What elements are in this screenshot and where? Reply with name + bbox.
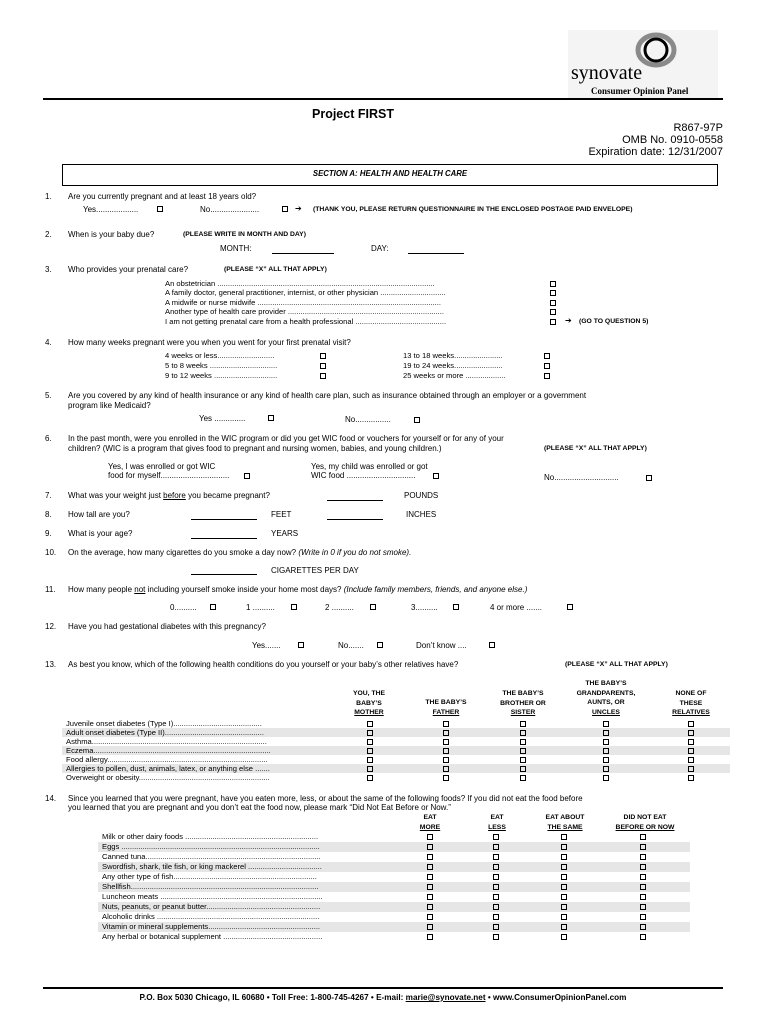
- q5-yes-label: Yes ..............: [199, 414, 246, 423]
- q14-row-label: Milk or other dairy foods ...............................................................: [102, 832, 319, 841]
- page-title: Project FIRST: [312, 107, 394, 121]
- bullet: •: [266, 993, 270, 1002]
- q14-checkbox[interactable]: [493, 874, 499, 880]
- q5-number: 5.: [45, 391, 52, 400]
- q12-checkbox[interactable]: [489, 642, 495, 648]
- q14-checkbox[interactable]: [493, 904, 499, 910]
- q13-col-header: YOU, THE BABY’S MOTHER: [352, 690, 386, 716]
- q10-number: 10.: [45, 548, 57, 557]
- q14-col-header: DID NOT EAT BEFORE OR NOW: [615, 814, 675, 831]
- q11-text: How many people not including yourself smoke inside your home most days? (Include family members, friends, and anyone else.): [68, 585, 528, 594]
- q14-checkbox[interactable]: [427, 924, 433, 930]
- q11-option: 4 or more .......: [490, 603, 543, 612]
- q1-no-label: No......................: [200, 205, 260, 214]
- q14-checkbox[interactable]: [640, 884, 646, 890]
- q2-day-label: DAY:: [371, 244, 389, 253]
- q14-row-label: Alcoholic drinks .............................................................................: [102, 912, 320, 921]
- q6-option1-line1: Yes, I was enrolled or got WIC: [108, 462, 216, 471]
- q3-goto: (GO TO QUESTION 5): [579, 318, 649, 325]
- q13-checkbox[interactable]: [367, 775, 373, 781]
- q14-checkbox[interactable]: [493, 914, 499, 920]
- q14-checkbox[interactable]: [493, 884, 499, 890]
- q13-checkbox[interactable]: [520, 739, 526, 745]
- q6-text-line2: children? (WIC is a program that gives food to pregnant and nursing women, babies, and young children.): [68, 444, 442, 453]
- q14-checkbox[interactable]: [561, 834, 567, 840]
- q13-checkbox[interactable]: [688, 766, 694, 772]
- q14-checkbox[interactable]: [640, 914, 646, 920]
- q9-text: What is your age?: [68, 529, 133, 538]
- q13-col-header: THE BABY’S BROTHER OR SISTER: [500, 690, 546, 716]
- q4-checkbox[interactable]: [544, 373, 550, 379]
- q13-checkbox[interactable]: [688, 748, 694, 754]
- q13-checkbox[interactable]: [443, 730, 449, 736]
- q11-option: 1 ..........: [246, 603, 275, 612]
- q14-checkbox[interactable]: [640, 934, 646, 940]
- q12-option: No.......: [338, 641, 364, 650]
- q13-checkbox[interactable]: [520, 757, 526, 763]
- q8-feet-field[interactable]: [191, 511, 257, 520]
- q6-checkbox[interactable]: [646, 475, 652, 481]
- q13-row-label: Asthma...................................................................................: [66, 737, 267, 746]
- q14-checkbox[interactable]: [561, 874, 567, 880]
- q14-checkbox[interactable]: [640, 864, 646, 870]
- arrow-right-icon: ➔: [565, 316, 572, 325]
- q11-option: 2 ..........: [325, 603, 354, 612]
- q14-checkbox[interactable]: [640, 924, 646, 930]
- q14-checkbox[interactable]: [427, 874, 433, 880]
- q13-checkbox[interactable]: [367, 766, 373, 772]
- q14-checkbox[interactable]: [640, 834, 646, 840]
- q14-row-label: Nuts, peanuts, or peanut butter......................................................: [102, 902, 321, 911]
- q13-checkbox[interactable]: [443, 721, 449, 727]
- q8-unit-inches: INCHES: [406, 510, 437, 519]
- q14-checkbox[interactable]: [493, 834, 499, 840]
- q14-row-label: Swordfish, shark, tile fish, or king mackerel ...................................: [102, 862, 322, 871]
- q14-checkbox[interactable]: [561, 924, 567, 930]
- q14-checkbox[interactable]: [493, 924, 499, 930]
- q14-checkbox[interactable]: [640, 894, 646, 900]
- q14-checkbox[interactable]: [640, 854, 646, 860]
- q14-checkbox[interactable]: [427, 884, 433, 890]
- footer-toll-free: Toll Free: 1-800-745-4267: [271, 993, 369, 1002]
- q3-option: An obstetrician .......................................................................................................: [165, 279, 435, 288]
- q7-text: What was your weight just before you became pregnant?: [68, 491, 270, 500]
- q14-checkbox[interactable]: [427, 894, 433, 900]
- q14-checkbox[interactable]: [493, 864, 499, 870]
- footer: [43, 993, 723, 1002]
- q4-option: 25 weeks or more ...................: [403, 371, 506, 380]
- q13-checkbox[interactable]: [603, 730, 609, 736]
- q7-unit: POUNDS: [404, 491, 439, 500]
- q13-checkbox[interactable]: [603, 775, 609, 781]
- q9-unit: YEARS: [271, 529, 299, 538]
- bullet: •: [370, 993, 374, 1002]
- q5-text-line1: Are you covered by any kind of health insurance or any kind of health care plan, such as insurance obtained through an employer or a government: [68, 391, 587, 400]
- q13-checkbox[interactable]: [367, 739, 373, 745]
- q4-text: How many weeks pregnant were you when you went for your first prenatal visit?: [68, 338, 351, 347]
- q2-month-field[interactable]: [272, 245, 334, 254]
- q14-checkbox[interactable]: [493, 934, 499, 940]
- q13-checkbox[interactable]: [603, 739, 609, 745]
- q14-checkbox[interactable]: [493, 854, 499, 860]
- q14-text-line2: you learned that you are pregnant and you don’t eat the food now, please mark “Did Not Eat Before or Now.”: [68, 803, 451, 812]
- q3-number: 3.: [45, 265, 52, 274]
- q14-checkbox[interactable]: [561, 844, 567, 850]
- q14-row-label: Any herbal or botanical supplement ...............................................: [102, 932, 323, 941]
- q4-checkbox[interactable]: [544, 363, 550, 369]
- q4-checkbox[interactable]: [320, 373, 326, 379]
- q3-checkbox[interactable]: [550, 300, 556, 306]
- q13-checkbox[interactable]: [367, 757, 373, 763]
- footer-address: P.O. Box 5030 Chicago, IL 60680: [139, 993, 265, 1002]
- q14-checkbox[interactable]: [561, 854, 567, 860]
- q14-col-header: EAT ABOUT THE SAME: [545, 814, 585, 831]
- q14-row-label: Vitamin or mineral supplements.....................................................: [102, 922, 321, 931]
- q14-row-label: Luncheon meats .............................................................................: [102, 892, 323, 901]
- q7-number: 7.: [45, 491, 52, 500]
- form-code: R867-97P: [673, 122, 723, 134]
- q3-checkbox[interactable]: [550, 309, 556, 315]
- q13-checkbox[interactable]: [520, 766, 526, 772]
- q13-checkbox[interactable]: [520, 721, 526, 727]
- q11-checkbox[interactable]: [210, 604, 216, 610]
- q2-text: When is your baby due?: [68, 230, 155, 239]
- bullet: •: [487, 993, 491, 1002]
- q13-checkbox[interactable]: [688, 757, 694, 763]
- q11-checkbox[interactable]: [370, 604, 376, 610]
- q1-number: 1.: [45, 192, 52, 201]
- q3-checkbox[interactable]: [550, 281, 556, 287]
- q12-number: 12.: [45, 622, 57, 631]
- q14-row-label: Eggs ..............................................................................................: [102, 842, 320, 851]
- q13-checkbox[interactable]: [367, 721, 373, 727]
- footer-email-link[interactable]: marie@synovate.net: [405, 993, 486, 1002]
- q3-option: A midwife or nurse midwife .......................................................................................: [165, 298, 441, 307]
- q14-row-label: Canned tuna...................................................................................: [102, 852, 321, 861]
- q14-text-line1: Since you learned that you were pregnant, have you eaten more, less, or about the same of the following foods? If you did not eat the food before: [68, 794, 583, 803]
- q13-checkbox[interactable]: [688, 730, 694, 736]
- q4-checkbox[interactable]: [320, 353, 326, 359]
- q14-checkbox[interactable]: [427, 914, 433, 920]
- q13-checkbox[interactable]: [367, 748, 373, 754]
- q13-checkbox[interactable]: [603, 721, 609, 727]
- q6-note: (PLEASE “X” ALL THAT APPLY): [544, 445, 647, 452]
- q1-yes-checkbox[interactable]: [157, 206, 163, 212]
- q13-row-label: Food allergy............................................................................: [66, 755, 268, 764]
- q6-option2-line2: WIC food ...............................: [311, 471, 416, 480]
- q1-text: Are you currently pregnant and at least 18 years old?: [68, 192, 257, 201]
- q11-number: 11.: [45, 585, 56, 594]
- q5-no-label: No................: [345, 415, 391, 424]
- q13-note: (PLEASE “X” ALL THAT APPLY): [565, 661, 668, 668]
- q6-checkbox[interactable]: [433, 473, 439, 479]
- q12-text: Have you had gestational diabetes with this pregnancy?: [68, 622, 266, 631]
- brand-subtitle: Consumer Opinion Panel: [591, 86, 689, 96]
- q13-checkbox[interactable]: [688, 739, 694, 745]
- q14-checkbox[interactable]: [561, 914, 567, 920]
- q12-checkbox[interactable]: [298, 642, 304, 648]
- q14-checkbox[interactable]: [427, 864, 433, 870]
- q13-row-label: Eczema....................................................................................: [66, 746, 271, 755]
- q7-weight-field[interactable]: [327, 492, 383, 501]
- q2-number: 2.: [45, 230, 52, 239]
- q6-option3: No.............................: [544, 473, 619, 482]
- q14-checkbox[interactable]: [427, 904, 433, 910]
- q8-inches-field[interactable]: [327, 511, 383, 520]
- q6-option2-line1: Yes, my child was enrolled or got: [311, 462, 428, 471]
- q14-checkbox[interactable]: [561, 894, 567, 900]
- q14-checkbox[interactable]: [427, 854, 433, 860]
- q14-checkbox[interactable]: [561, 884, 567, 890]
- q14-checkbox[interactable]: [640, 844, 646, 850]
- q14-col-header: EAT MORE: [419, 814, 441, 831]
- q14-checkbox[interactable]: [493, 844, 499, 850]
- q11-option: 3..........: [411, 603, 438, 612]
- q13-row-label: Adult onset diabetes (Type II)...............................................: [66, 728, 264, 737]
- q8-number: 8.: [45, 510, 52, 519]
- q14-checkbox[interactable]: [640, 904, 646, 910]
- q8-text: How tall are you?: [68, 510, 130, 519]
- q13-col-header: THE BABY’S FATHER: [425, 699, 467, 716]
- q14-row-label: Shellfish.........................................................................................: [102, 882, 319, 891]
- q5-text-line2: program like Medicaid?: [68, 401, 151, 410]
- q13-checkbox[interactable]: [688, 775, 694, 781]
- q14-checkbox[interactable]: [561, 904, 567, 910]
- q4-option: 19 to 24 weeks.......................: [403, 361, 503, 370]
- q12-option: Yes.......: [252, 641, 281, 650]
- q13-checkbox[interactable]: [520, 730, 526, 736]
- q11-checkbox[interactable]: [453, 604, 459, 610]
- q13-checkbox[interactable]: [688, 721, 694, 727]
- q13-checkbox[interactable]: [603, 757, 609, 763]
- q10-text: On the average, how many cigarettes do you smoke a day now? (Write in 0 if you do not smoke).: [68, 548, 412, 557]
- q3-note: (PLEASE “X” ALL THAT APPLY): [224, 266, 327, 273]
- q4-option: 9 to 12 weeks ..............................: [165, 371, 278, 380]
- q4-option: 4 weeks or less...........................: [165, 351, 275, 360]
- section-title: SECTION A: HEALTH AND HEALTH CARE: [312, 169, 468, 178]
- q13-checkbox[interactable]: [443, 775, 449, 781]
- q13-checkbox[interactable]: [520, 748, 526, 754]
- q2-month-label: MONTH:: [220, 244, 252, 253]
- q6-number: 6.: [45, 434, 52, 443]
- q6-option1-line2: food for myself...............................: [108, 471, 230, 480]
- q14-checkbox[interactable]: [561, 934, 567, 940]
- omb-number: OMB No. 0910-0558: [622, 134, 723, 146]
- footer-website-link[interactable]: www.ConsumerOpinionPanel.com: [493, 993, 627, 1002]
- header-rule: [43, 98, 723, 100]
- q14-row-label: Any other type of fish....................................................................: [102, 872, 317, 881]
- q3-checkbox[interactable]: [550, 319, 556, 325]
- q4-option: 13 to 18 weeks.......................: [403, 351, 503, 360]
- q1-yes-label: Yes...................: [83, 205, 139, 214]
- q4-checkbox[interactable]: [544, 353, 550, 359]
- q14-checkbox[interactable]: [427, 834, 433, 840]
- q1-note: (THANK YOU, PLEASE RETURN QUESTIONNAIRE IN THE ENCLOSED POSTAGE PAID ENVELOPE): [313, 206, 633, 213]
- q13-row-label: Overweight or obesity..............................................................: [66, 773, 270, 782]
- q5-no-checkbox[interactable]: [414, 417, 420, 423]
- expiration-date: Expiration date: 12/31/2007: [588, 146, 723, 158]
- q13-col-header: THE BABY’S GRANDPARENTS, AUNTS, OR UNCLES: [576, 680, 636, 716]
- q13-checkbox[interactable]: [443, 757, 449, 763]
- footer-rule: [43, 987, 723, 989]
- q12-checkbox[interactable]: [377, 642, 383, 648]
- footer-email-label: E-mail:: [376, 993, 404, 1002]
- arrow-right-icon: ➔: [295, 204, 302, 213]
- q14-checkbox[interactable]: [493, 894, 499, 900]
- q3-text: Who provides your prenatal care?: [68, 265, 189, 274]
- q13-number: 13.: [45, 660, 57, 669]
- q13-checkbox[interactable]: [520, 775, 526, 781]
- q11-checkbox[interactable]: [567, 604, 573, 610]
- q3-option: Another type of health care provider ..........................................................................: [165, 307, 444, 316]
- q13-row-label: Allergies to pollen, dust, animals, latex, or anything else .......: [66, 764, 270, 773]
- q10-cigarettes-field[interactable]: [191, 566, 257, 575]
- q14-checkbox[interactable]: [561, 864, 567, 870]
- brand-name: synovate: [571, 62, 643, 84]
- q3-checkbox[interactable]: [550, 290, 556, 296]
- q3-option: I am not getting prenatal care from a health professional ...........................................: [165, 317, 447, 326]
- q13-checkbox[interactable]: [443, 766, 449, 772]
- q13-row-label: Juvenile onset diabetes (Type I)..........................................: [66, 719, 262, 728]
- q6-text-line1: In the past month, were you enrolled in the WIC program or did you get WIC food or vouchers for yourself or for any of your: [68, 434, 504, 443]
- q3-option: A family doctor, general practitioner, internist, or other physician ...............................: [165, 288, 446, 297]
- q12-option: Don’t know ....: [416, 641, 467, 650]
- q13-col-header: NONE OF THESE RELATIVES: [672, 690, 710, 716]
- q13-checkbox[interactable]: [367, 730, 373, 736]
- q5-yes-checkbox[interactable]: [268, 415, 274, 421]
- q10-unit: CIGARETTES PER DAY: [271, 566, 359, 575]
- q11-checkbox[interactable]: [291, 604, 297, 610]
- q13-checkbox[interactable]: [603, 748, 609, 754]
- q13-checkbox[interactable]: [603, 766, 609, 772]
- q8-unit-feet: FEET: [271, 510, 292, 519]
- q14-checkbox[interactable]: [427, 934, 433, 940]
- q13-checkbox[interactable]: [443, 748, 449, 754]
- q4-option: 5 to 8 weeks ................................: [165, 361, 278, 370]
- q2-day-field[interactable]: [408, 245, 464, 254]
- q13-checkbox[interactable]: [443, 739, 449, 745]
- q9-number: 9.: [45, 529, 52, 538]
- q14-checkbox[interactable]: [427, 844, 433, 850]
- q14-number: 14.: [45, 794, 57, 803]
- q4-checkbox[interactable]: [320, 363, 326, 369]
- q14-checkbox[interactable]: [640, 874, 646, 880]
- q2-note: (PLEASE WRITE IN MONTH AND DAY): [183, 231, 306, 238]
- q1-no-checkbox[interactable]: [282, 206, 288, 212]
- q9-age-field[interactable]: [191, 530, 257, 539]
- q11-option: 0..........: [170, 603, 197, 612]
- q4-number: 4.: [45, 338, 52, 347]
- q13-text: As best you know, which of the following health conditions do you yourself or your baby’s other relatives have?: [68, 660, 459, 669]
- q14-col-header: EAT LESS: [488, 814, 506, 831]
- q6-checkbox[interactable]: [244, 473, 250, 479]
